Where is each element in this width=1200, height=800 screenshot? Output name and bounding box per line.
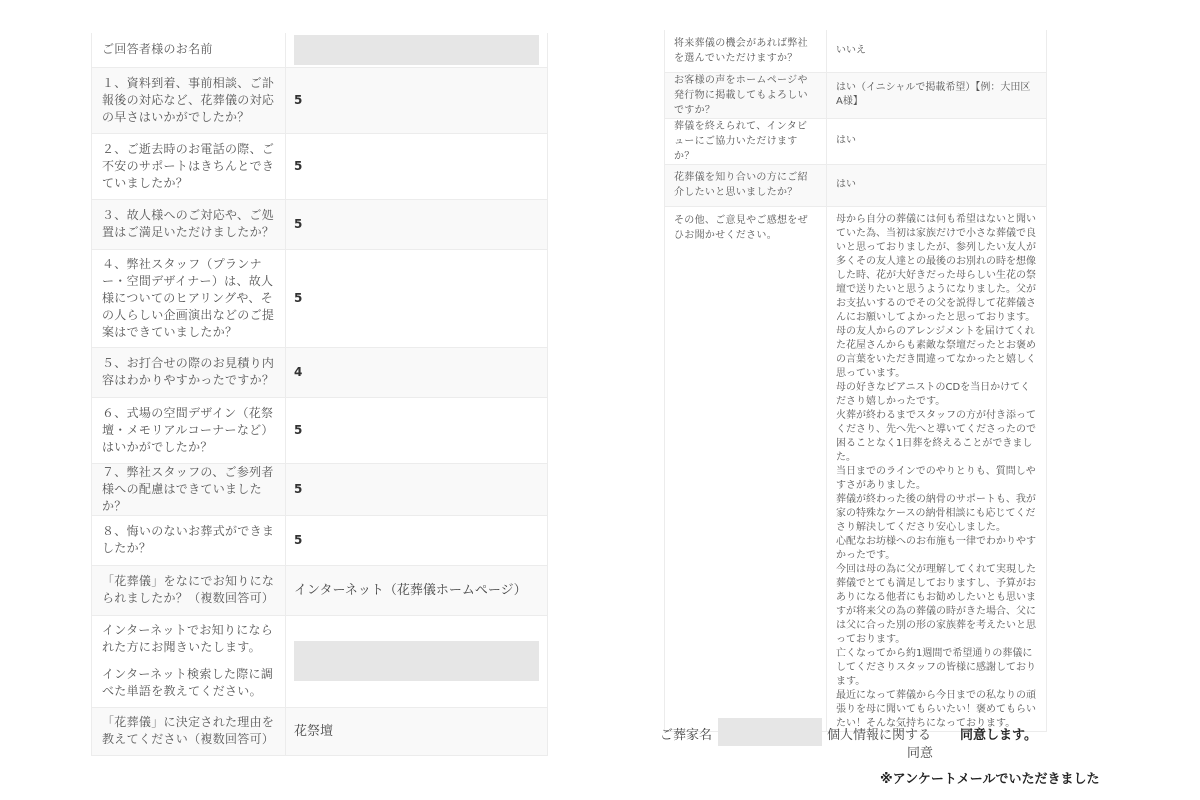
question-text: 将来葬儀の機会があれば弊社を選んでいただけますか？: [674, 37, 808, 64]
answer-text: 5: [294, 158, 303, 173]
question-text: 花葬儀を知り合いの方にご紹介したいと思いましたか？: [674, 172, 808, 198]
survey-row: [92, 565, 548, 615]
redacted-answer: [294, 641, 539, 681]
source-note: ※アンケートメールでいただきました: [880, 772, 1100, 787]
question-text: 葬儀を終えられて、インタビューにご協力いただけますか？: [674, 120, 808, 162]
consent-footer: [660, 718, 1100, 760]
survey-table-left: [91, 33, 548, 756]
answer-text: 5: [294, 290, 303, 305]
question-text: インターネットでお知りになられた方にお聞きいたします。: [102, 623, 274, 654]
answer-text: 5: [294, 216, 303, 231]
answer-text: 5: [294, 92, 303, 107]
redacted-answer: [294, 35, 539, 65]
answer-text: 5: [294, 422, 303, 437]
question-text: ４、弊社スタッフ（プランナー・空間デザイナー）は、故人様についてのヒアリングや、その人らしい企画演出などのご提案はできていましたか？: [102, 256, 275, 339]
question-text: １、資料到着、事前相談、ご訃報後の対応など、花葬儀の対応の早さはいかがでしたか？: [102, 75, 275, 124]
question-text: お客様の声をホームページや発行物に掲載してもよろしいですか？: [674, 74, 808, 116]
family-name-value: [718, 718, 822, 746]
survey-row: [665, 206, 1047, 731]
answer-text: 4: [294, 364, 303, 379]
question-text: ５、お打合せの際のお見積り内容はわかりやすかったですか？: [102, 356, 275, 387]
privacy-label: 個人情報に関する: [827, 728, 932, 743]
question-text: ８、悔いのないお葬式ができましたか？: [102, 524, 275, 555]
survey-table-right: [664, 30, 1047, 732]
privacy-label-consent: 同意: [907, 746, 934, 761]
answer-text: 5: [294, 532, 303, 547]
answer-text: インターネット（花葬儀ホームページ）: [294, 582, 527, 598]
answer-text: 5: [294, 481, 303, 496]
survey-row: [92, 249, 548, 347]
question-text: ３、故人様へのご対応や、ご処置はご満足いただけましたか？: [102, 208, 275, 239]
survey-row: [92, 347, 548, 397]
answer-text: はい: [836, 179, 856, 190]
agree-text: 同意します。: [960, 728, 1037, 743]
question-text: ご回答者様のお名前: [102, 42, 213, 57]
survey-row: [92, 67, 548, 133]
survey-row: [92, 707, 548, 755]
survey-row: [665, 118, 1047, 164]
question-text: ２、ご逝去時のお電話の際、ご不安のサポートはきちんとできていましたか？: [102, 141, 275, 190]
family-name-label: ご葬家名: [660, 728, 713, 743]
survey-row: [92, 463, 548, 515]
survey-row: [665, 30, 1047, 72]
survey-row: [92, 615, 548, 707]
question-text: 「花葬儀」をなにでお知りになられましたか？（複数回答可）: [102, 574, 275, 605]
question-text: ６、式場の空間デザイン（花祭壇・メモリアルコーナーなど）はいかがでしたか？: [102, 405, 274, 454]
question-text: その他、ご意見やご感想をぜひお聞かせください。: [674, 214, 808, 241]
survey-row: [92, 133, 548, 199]
survey-row: [92, 515, 548, 565]
question-text: 「花葬儀」に決定された理由を教えてください（複数回答可）: [102, 715, 275, 746]
answer-text: 母から自分の葬儀には何も希望はないと聞いていた為、当初は家族だけで小さな葬儀で良いと思っておりましたが、参列したい友人が多くその友人達との最後のお別れの時を想像した時、花が大好きだった母らしい生花の祭壇で送りたいと思うようになりました。父がお支払いするのでその父を説得して花葬儀さんにお願いしてよかったと思っております。 母の友人からのアレンジメントを届けてくれた花屋さんからも素敵な祭壇だったとお褒めの言葉をいただき間違ってなかったと嬉しく思っています。 母の好きなピアニストのCDを当日かけてくださり嬉しかったです。 火葬が終わるまでスタッフの方が付き添ってくださり、先へ先へと導いてくださったので困ることなく1日葬を終えることができました。 当日までのラインでのやりとりも、質問しやすさがありました。 葬儀が終わった後の納骨のサポートも、我が家の特殊なケースの納骨相談にも応じてくださり解決してくださり安心しました。 心配なお坊様へのお布施も一律でわかりやすかったです。 今回は母の為に父が理解してくれて実現した葬儀でとても満足しておりますし、予算がおありになる他者にもお勧めしたいとも思いますが将来父の為の葬儀の時がきた場合、父には父に合った別の形の家族葬を考えたいと思っております。 亡くなってから約1週間で希望通りの葬儀にしてくださりスタッフの皆様に感謝しております。 最近になって葬儀から今日までの私なりの頑張りを母に聞いてもらいたい！褒めてもらいたい！そんな気持ちになっております。: [836, 213, 1036, 729]
answer-text: はい: [836, 135, 856, 146]
survey-row: [92, 199, 548, 249]
answer-text: いいえ: [836, 44, 866, 56]
question-text: ７、弊社スタッフの、ご参列者様への配慮はできていましたか？: [102, 464, 274, 513]
question-subtext: インターネット検索した際に調べた単語を教えてください。: [102, 667, 274, 698]
answer-text: はい（イニシャルで掲載希望）【例：大田区A様】: [836, 82, 1031, 107]
answer-text: 花祭壇: [294, 723, 334, 739]
survey-row: [665, 164, 1047, 206]
survey-row: [92, 397, 548, 463]
survey-row: [92, 33, 548, 67]
survey-row: [665, 72, 1047, 118]
